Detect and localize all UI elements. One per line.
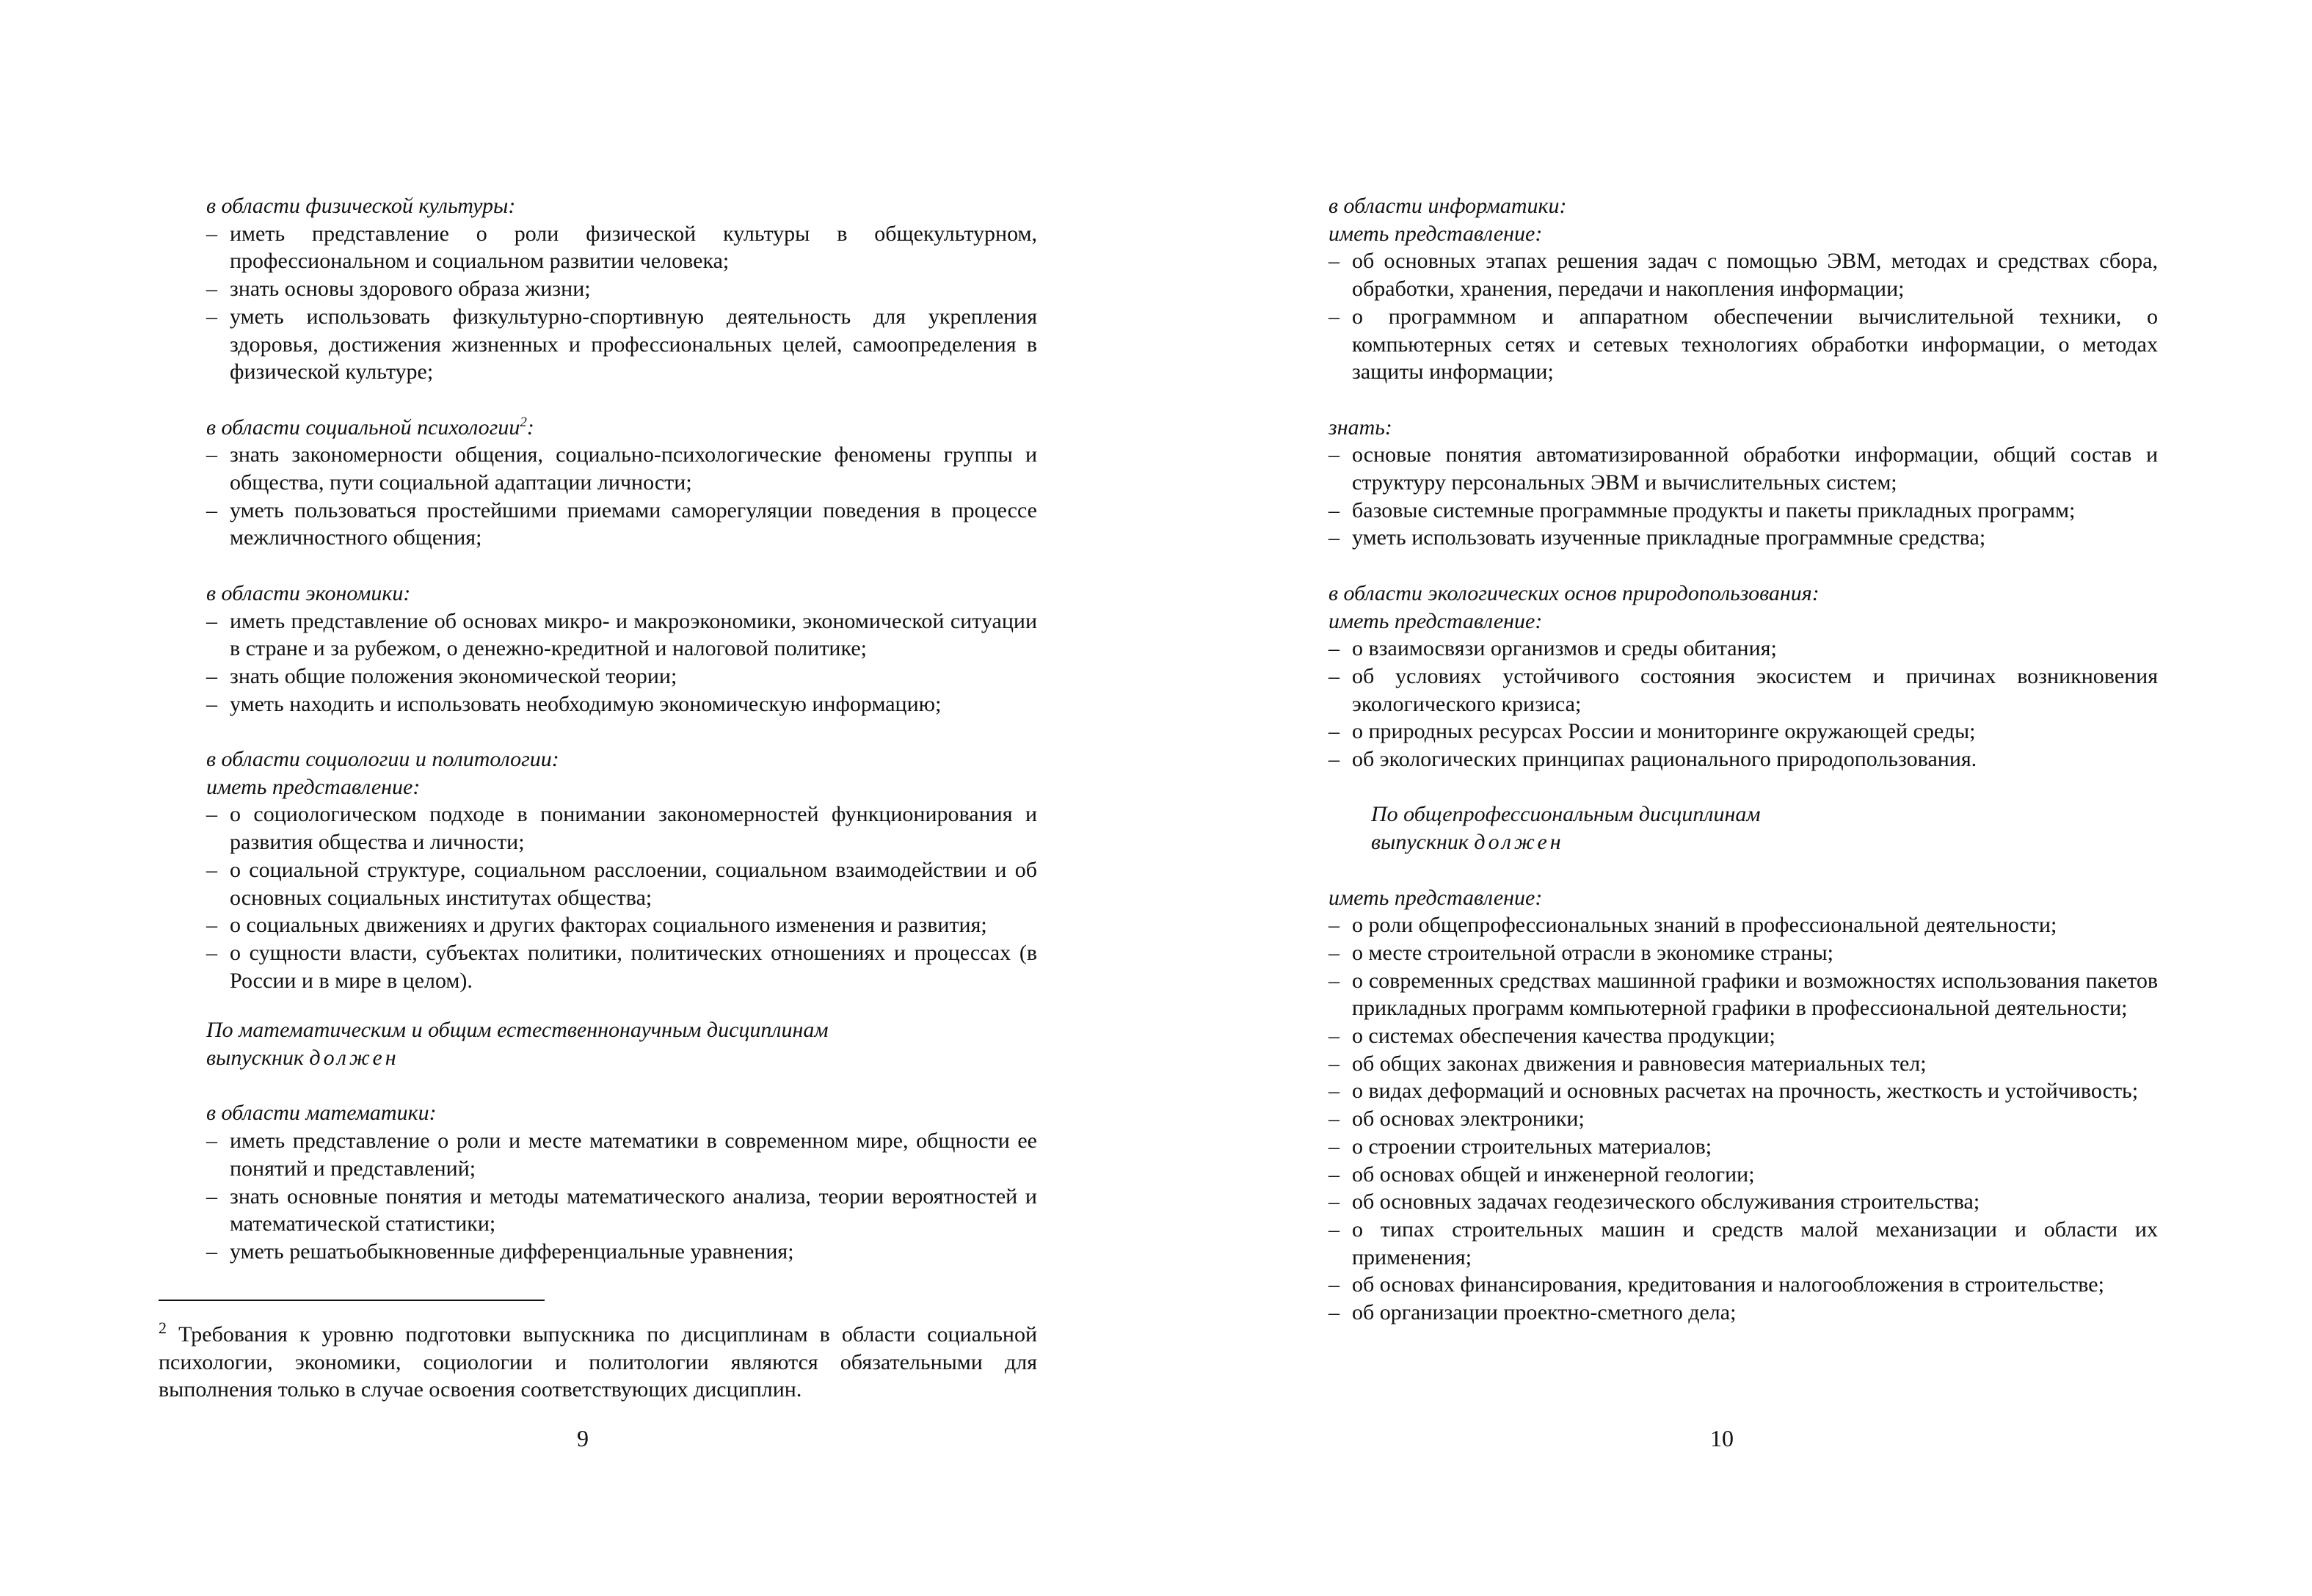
bullet-list — [1328, 247, 2158, 386]
section-heading: в области физической культуры: — [206, 194, 516, 218]
page-number-left: 9 — [577, 1425, 589, 1451]
footnote-marker: 2 — [159, 1319, 167, 1337]
list-item: – об основных задачах геодезического обслуживания строительства; — [1328, 1188, 2158, 1216]
list-item: – о системах обеспечения качества продукции; — [1328, 1022, 2158, 1050]
list-item: – о сущности власти, субъектах политики, политических отношениях и процессах (в России и в мире в целом). — [206, 939, 1037, 994]
section-subheading: иметь представление: — [206, 774, 421, 799]
section-heading: в области экологических основ природопользования: — [1328, 580, 1820, 605]
bullet-list — [206, 608, 1037, 718]
list-item: – иметь представление об основах микро- и макроэкономики, экономической ситуации в стране и за рубежом, о денежно-кредитной и налоговой политике; — [206, 608, 1037, 663]
list-item: – о природных ресурсах России и мониторинге окружающей среды; — [1328, 718, 2158, 746]
list-item: – о роли общепрофессиональных знаний в профессиональной деятельности; — [1328, 911, 2158, 939]
list-item: – о типах строительных машин и средств малой механизации и области их применения; — [1328, 1216, 2158, 1271]
section-heading: в области социальной психологии$^2$: — [206, 414, 534, 440]
right-page — [1328, 192, 2158, 1327]
list-item: – уметь использовать физкультурно-спортивную деятельность для укрепления здоровья, достижения жизненных и профессиональных целей, самоопределения в физической культуре; — [206, 303, 1037, 386]
list-item: – знать основные понятия и методы математического анализа, теории вероятностей и математической статистики; — [206, 1183, 1037, 1238]
list-item: – об условиях устойчивого состояния экосистем и причинах возникновения экологического кризиса; — [1328, 663, 2158, 718]
footnote-ref: 2 — [520, 414, 527, 430]
section-math — [206, 1099, 1037, 1265]
section-informatics — [1328, 192, 2158, 386]
list-item: – о социальных движениях и других факторах социального изменения и развития; — [206, 911, 1037, 939]
section-physical-culture — [206, 192, 1037, 386]
group-heading-line1: По общепрофессиональным дисциплинам — [1371, 802, 1761, 827]
list-item: – об основных этапах решения задач с помощью ЭВМ, методах и средствах сбора, обработки, хранения, передачи и накопления информации; — [1328, 247, 2158, 302]
list-item: – базовые системные программные продукты и пакеты прикладных программ; — [1328, 497, 2158, 525]
section-subheading: иметь представление: — [1328, 885, 1543, 910]
group-heading-line2: выпускник должен — [1371, 830, 1564, 855]
list-item: – знать основы здорового образа жизни; — [206, 275, 1037, 303]
list-item: – знать закономерности общения, социально-психологические феномены группы и общества, пути социальной адаптации личности; — [206, 441, 1037, 496]
list-item: – об экологических принципах рационального природопользования. — [1328, 746, 2158, 773]
list-item: – основые понятия автоматизированной обработки информации, общий состав и структуру персональных ЭВМ и вычислительных систем; — [1328, 441, 2158, 496]
bullet-list — [1328, 911, 2158, 1327]
section-heading: в области экономики: — [206, 580, 411, 605]
list-item: – о программном и аппаратном обеспечении вычислительной техники, о компьютерных сетях и сетевых технологиях обработки информации, о методах защиты информации; — [1328, 303, 2158, 386]
list-item: – о видах деформаций и основных расчетах на прочность, жесткость и устойчивость; — [1328, 1077, 2158, 1105]
list-item: – о взаимосвязи организмов и среды обитания; — [1328, 635, 2158, 663]
section-ecology — [1328, 580, 2158, 773]
bullet-list — [1328, 635, 2158, 773]
list-item: – о социальной структуре, социальном расслоении, социальном взаимодействии и об основных социальных институтах общества; — [206, 856, 1037, 911]
list-item: – об организации проектно-сметного дела; — [1328, 1299, 2158, 1327]
list-item: – уметь пользоваться простейшими приемами саморегуляции поведения в процессе межличностного общения; — [206, 497, 1037, 552]
list-item: – знать общие положения экономической теории; — [206, 663, 1037, 690]
bullet-list — [206, 1127, 1037, 1266]
footnote-divider — [159, 1300, 545, 1301]
section-informatics-know — [1328, 414, 2158, 553]
section-subheading: иметь представление: — [1328, 221, 1543, 246]
section-economics — [206, 580, 1037, 718]
left-page — [206, 192, 1037, 1266]
section-social-psychology — [206, 414, 1037, 553]
list-item: – о строении строительных материалов; — [1328, 1133, 2158, 1161]
section-sociology — [206, 746, 1037, 994]
section-subheading: знать: — [1328, 415, 1392, 440]
bullet-list — [1328, 441, 2158, 552]
list-item: – о современных средствах машинной графики и возможностях использования пакетов прикладных программ компьютерной графики в профессиональной деятельности; — [1328, 967, 2158, 1022]
list-item: – об общих законах движения и равновесия материальных тел; — [1328, 1050, 2158, 1078]
section-prof — [1328, 884, 2158, 1327]
section-heading: в области социологии и политологии: — [206, 747, 559, 772]
list-item: – об основах финансирования, кредитования и налогообложения в строительстве; — [1328, 1271, 2158, 1299]
list-item: – о месте строительной отрасли в экономике страны; — [1328, 939, 2158, 967]
list-item: – уметь решатьобыкновенные дифференциальные уравнения; — [206, 1238, 1037, 1266]
section-heading: в области математики: — [206, 1101, 437, 1126]
group-heading-prof — [1328, 801, 2158, 856]
list-item: – уметь использовать изученные прикладные программные средства; — [1328, 524, 2158, 552]
bullet-list — [206, 441, 1037, 552]
list-item: – о социологическом подходе в понимании закономерностей функционирования и развития общества и личности; — [206, 801, 1037, 856]
footnote — [159, 1321, 1037, 1404]
group-heading-math — [206, 1016, 1037, 1071]
footnote-text: Требования к уровню подготовки выпускника по дисциплинам в области социальной психологии, экономики, социологии и политологии являются обязательными для выполнения только в случае освоения соответствующих дисциплин. — [159, 1322, 1038, 1402]
bullet-list — [206, 220, 1037, 386]
group-heading-line1: По математическим и общим естественнонаучным дисциплинам — [206, 1018, 829, 1043]
list-item: – об основах электроники; — [1328, 1105, 2158, 1133]
list-item: – иметь представление о роли и месте математики в современном мире, общности ее понятий и представлений; — [206, 1127, 1037, 1182]
bullet-list — [206, 801, 1037, 994]
section-heading: в области информатики: — [1328, 194, 1567, 218]
section-subheading: иметь представление: — [1328, 608, 1543, 633]
page-number-right: 10 — [1710, 1425, 1734, 1451]
group-heading-line2: выпускник должен — [206, 1046, 399, 1071]
list-item: – об основах общей и инженерной геологии; — [1328, 1161, 2158, 1189]
list-item: – иметь представление о роли физической культуры в общекультурном, профессиональном и социальном развитии человека; — [206, 220, 1037, 275]
list-item: – уметь находить и использовать необходимую экономическую информацию; — [206, 690, 1037, 718]
